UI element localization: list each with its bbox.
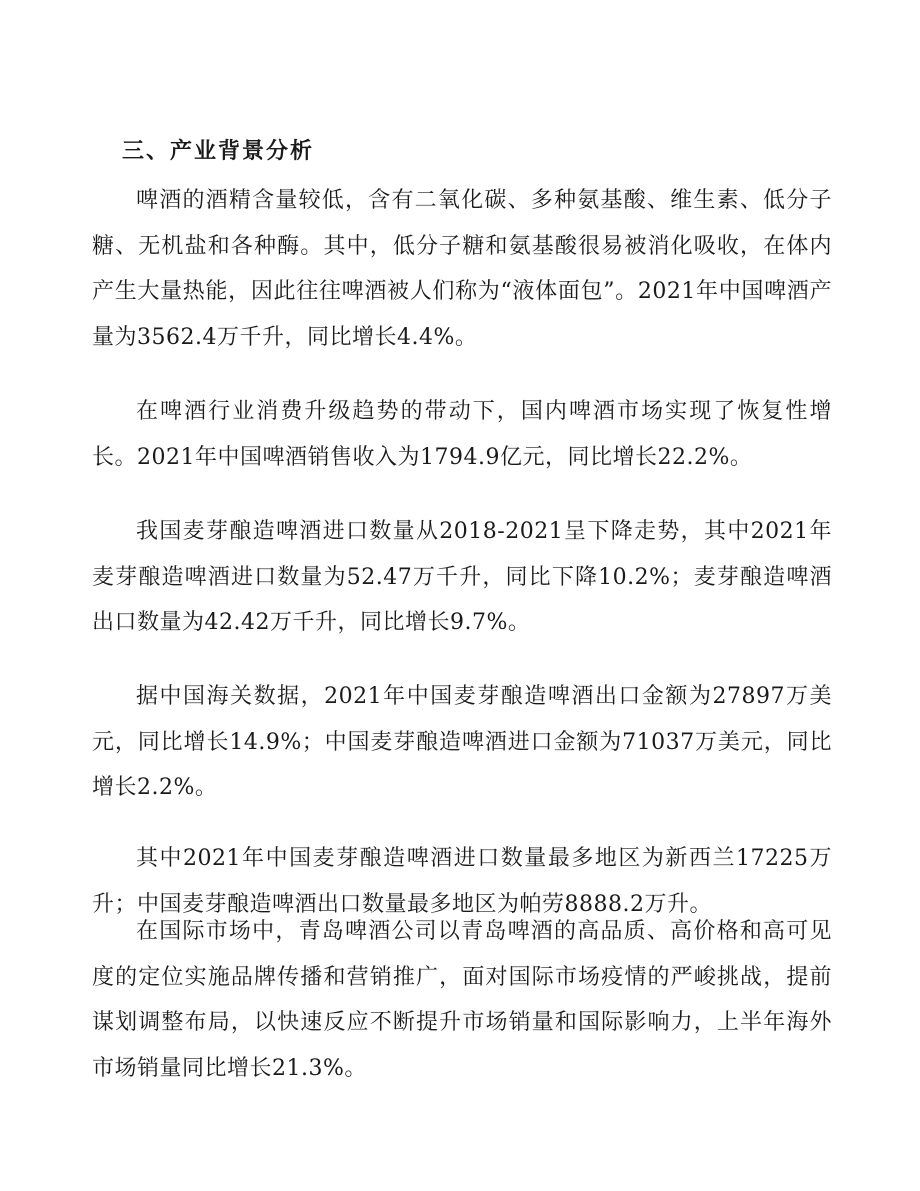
paragraph-import-export-volume: 我国麦芽酿造啤酒进口数量从2018-2021呈下降走势，其中2021年麦芽酿造啤酒进口数量为52.47万千升，同比下降10.2%；麦芽酿造啤酒出口数量为42.42万千升，同比增长9.7%。	[92, 519, 832, 635]
paragraph-beer-overview: 啤酒的酒精含量较低，含有二氧化碳、多种氨基酸、维生素、低分子糖、无机盐和各种酶。其中，低分子糖和氨基酸很易被消化吸收，在体内产生大量热能，因此往往啤酒被人们称为“液体面包”。2021年中国啤酒产量为3562.4万千升，同比增长4.4%。	[92, 188, 832, 350]
paragraph-international-market: 在国际市场中，青岛啤酒公司以青岛啤酒的高品质、高价格和高可见度的定位实施品牌传播和营销推广，面对国际市场疫情的严峻挑战，提前谋划调整布局，以快速反应不断提升市场销量和国际影响力，上半年海外市场销量同比增长21.3%。	[92, 919, 832, 1081]
paragraph-customs-data: 据中国海关数据，2021年中国麦芽酿造啤酒出口金额为27897万美元，同比增长14.9%；中国麦芽酿造啤酒进口金额为71037万美元，同比增长2.2%。	[92, 684, 832, 800]
section-heading: 三、产业背景分析	[122, 139, 315, 164]
paragraph-top-regions: 其中2021年中国麦芽酿造啤酒进口数量最多地区为新西兰17225万升；中国麦芽酿造啤酒出口数量最多地区为帕劳8888.2万升。	[92, 846, 832, 917]
paragraph-consumption-upgrade: 在啤酒行业消费升级趋势的带动下，国内啤酒市场实现了恢复性增长。2021年中国啤酒销售收入为1794.9亿元，同比增长22.2%。	[92, 399, 832, 470]
